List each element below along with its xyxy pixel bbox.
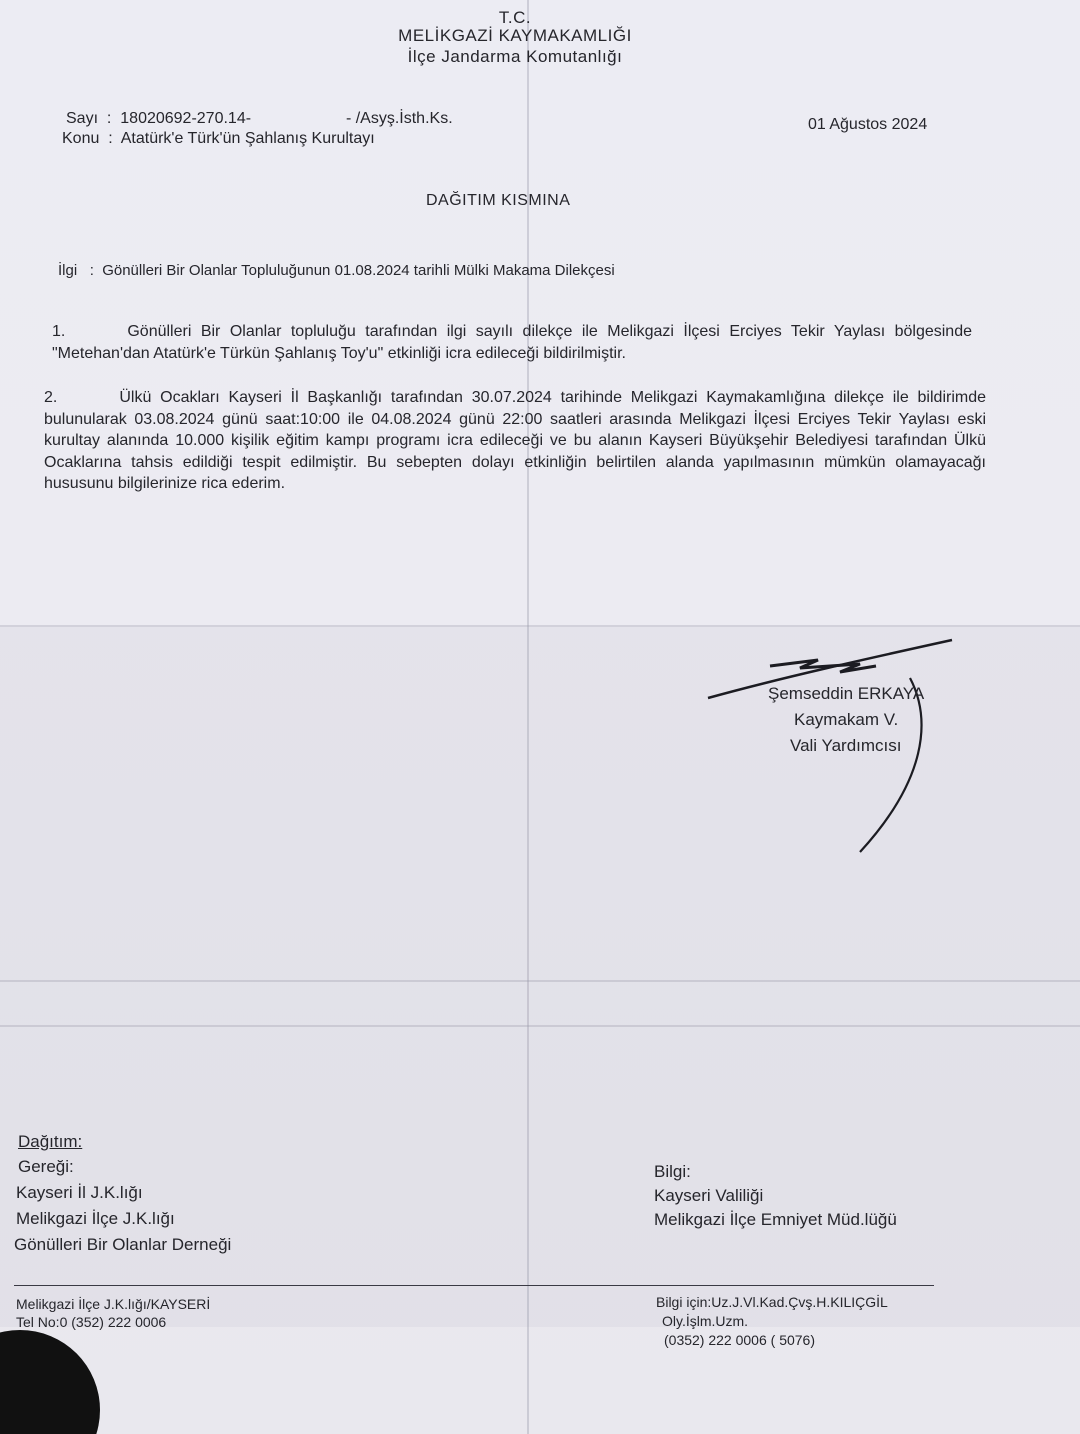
footer-phone: Tel No:0 (352) 222 0006: [16, 1314, 167, 1330]
distribution-heading: Dağıtım:: [18, 1132, 83, 1151]
horizontal-fold-line: [0, 1025, 1080, 1027]
sayi-label: Sayı: [66, 110, 99, 127]
reference-line: İlgi : Gönülleri Bir Olanlar Topluluğunun 01.08.2024 tarihli Mülki Makama Dilekçesi: [58, 262, 615, 279]
reference-label: İlgi: [58, 262, 78, 279]
footer-contact-title: Oly.İşlm.Uzm.: [662, 1313, 749, 1329]
bilgi-label: Bilgi:: [654, 1162, 691, 1181]
footer-contact-phone: (0352) 222 0006 ( 5076): [664, 1332, 815, 1348]
reference-text: Gönülleri Bir Olanlar Topluluğunun 01.08.2024 tarihli Mülki Makama Dilekçesi: [102, 262, 615, 279]
bilgi-item: Kayseri Valiliği: [654, 1186, 764, 1205]
konu-line: Konu : Atatürk'e Türk'ün Şahlanış Kurultayı: [62, 130, 375, 147]
bilgi-item: Melikgazi İlçe Emniyet Müd.lüğü: [654, 1210, 897, 1229]
paragraph-2: [44, 387, 986, 495]
vertical-fold-line: [527, 0, 529, 1434]
signatory-title-1: Kaymakam V.: [794, 710, 899, 729]
sayi-value: 18020692-270.14-: [120, 110, 252, 127]
signatory-title-2: Vali Yardımcısı: [790, 736, 902, 755]
header-tc: T.C.: [498, 8, 532, 27]
footer-divider: [14, 1285, 934, 1286]
gereg-item: Melikgazi İlçe J.K.lığı: [16, 1209, 175, 1228]
paragraph-text: Gönülleri Bir Olanlar topluluğu tarafından ilgi sayılı dilekçe ile Melikgazi İlçesi Erciyes Tekir Yaylası bölgesinde "Metehan'dan Atatürk'e Türkün Şahlanış Toy'u" etkinliği icra edileceği bildirilmiştir.: [52, 323, 972, 362]
recipient-heading: DAĞITIM KISMINA: [426, 192, 571, 209]
sayi-suffix: - /Asyş.İsth.Ks.: [345, 110, 453, 127]
gereg-item: Gönülleri Bir Olanlar Derneği: [14, 1235, 232, 1254]
document-date: 01 Ağustos 2024: [808, 116, 928, 133]
header-unit: İlçe Jandarma Komutanlığı: [407, 47, 623, 66]
paragraph-number: 1.: [52, 323, 66, 340]
footer-contact: Bilgi için:Uz.J.Vl.Kad.Çvş.H.KILIÇGİL: [656, 1294, 888, 1310]
footer-address: Melikgazi İlçe J.K.lığı/KAYSERİ: [16, 1296, 211, 1312]
thumb-shadow: [0, 1330, 100, 1434]
paragraph-number: 2.: [44, 389, 58, 406]
paragraph-1: [52, 321, 972, 364]
header-authority: MELİKGAZİ KAYMAKAMLIĞI: [398, 26, 632, 45]
paragraph-text: Ülkü Ocakları Kayseri İl Başkanlığı tarafından 30.07.2024 tarihinde Melikgazi Kaymakamlığına dilekçe ile bildirimde bulunularak 03.08.2024 günü saat:10:00 ile 04.08.2024 günü 22:00 saatleri arasında Melikgazi İlçesi Erciyes Tekir Yaylası eski kurultay alanında 10.000 kişilik eğitim kampı programı icra edileceği ve bu alanın Kayseri Büyükşehir Belediyesi tarafından Ülkü Ocaklarına tahsis edildiği tespit edilmiştir. Bu sebepten dolayı etkinliğin belirtilen alanda yapılmasının mümkün olamayacağı hususunu bilgilerinize rica ederim.: [44, 389, 986, 492]
konu-label: Konu: [62, 130, 100, 147]
horizontal-fold-line: [0, 625, 1080, 627]
horizontal-fold-line: [0, 980, 1080, 982]
signatory-name: Şemseddin ERKAYA: [768, 684, 925, 703]
sayi-line: Sayı : 18020692-270.14- - /Asyş.İsth.Ks.: [66, 110, 453, 127]
gereg-label: Gereği:: [18, 1157, 74, 1176]
gereg-item: Kayseri İl J.K.lığı: [16, 1183, 143, 1202]
konu-value: Atatürk'e Türk'ün Şahlanış Kurultayı: [120, 130, 375, 147]
